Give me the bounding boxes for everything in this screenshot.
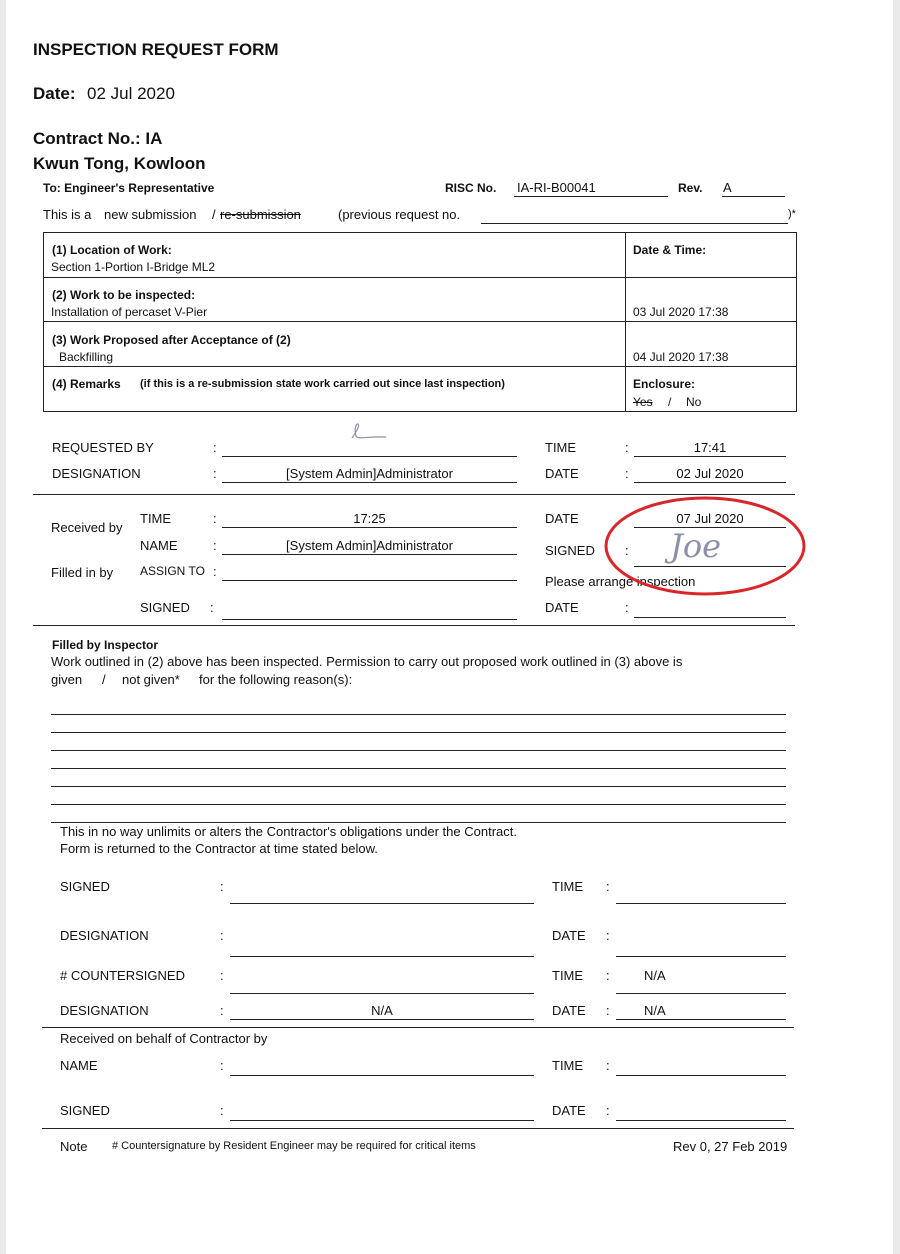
form-title: INSPECTION REQUEST FORM	[33, 40, 279, 59]
return-designation-colon: :	[220, 928, 224, 943]
received-by-label: Received by	[51, 520, 123, 535]
contractor-title: Received on behalf of Contractor by	[60, 1031, 268, 1046]
countersigned-time-label: TIME	[552, 968, 584, 983]
filled-signed-label: SIGNED	[140, 600, 190, 615]
designation-line	[222, 482, 517, 483]
reason-line-3	[51, 750, 786, 751]
reason-line-1	[51, 714, 786, 715]
filled-in-by-label: Filled in by	[51, 565, 114, 580]
previous-request-label: (previous request no.	[338, 207, 461, 222]
work-inspected-value: Installation of percaset V-Pier	[51, 305, 208, 319]
contractor-date-colon: :	[606, 1103, 610, 1118]
annotation-circle	[602, 492, 808, 600]
table-row-line-2	[43, 321, 797, 322]
countersigned-time-line	[616, 993, 786, 994]
received-name-colon: :	[213, 538, 217, 553]
date-value: 02 Jul 2020	[87, 84, 175, 103]
received-time-colon: :	[213, 511, 217, 526]
designation-label: DESIGNATION	[52, 466, 141, 481]
risc-number: IA-RI-B00041	[517, 180, 596, 195]
countersigned-colon: :	[220, 968, 224, 983]
work-inspected-datetime: 03 Jul 2020 17:38	[633, 305, 729, 319]
received-date-label: DATE	[545, 511, 579, 526]
section-divider-2	[33, 625, 795, 626]
inspector-given: given	[51, 672, 83, 687]
return-time-label: TIME	[552, 879, 584, 894]
date-time-header: Date & Time:	[633, 243, 707, 257]
work-proposed-value: Backfilling	[59, 350, 114, 364]
countersigned-date-value: N/A	[644, 1003, 666, 1018]
rev-value: A	[723, 180, 732, 195]
countersigned-time-value: N/A	[644, 968, 666, 983]
return-designation-line	[230, 956, 534, 957]
to-label: To: Engineer's Representative	[43, 181, 215, 195]
contractor-time-label: TIME	[552, 1058, 584, 1073]
return-date-line	[616, 956, 786, 957]
footer-divider	[42, 1128, 794, 1129]
received-time-label: TIME	[140, 511, 172, 526]
reason-line-2	[51, 732, 786, 733]
date-label: Date:	[33, 84, 76, 103]
return-date-colon: :	[606, 928, 610, 943]
requested-by-initial	[348, 422, 390, 444]
contract-location: Kwun Tong, Kowloon	[33, 154, 206, 173]
signature-text: Joe	[670, 527, 722, 565]
request-time-label: TIME	[545, 440, 577, 455]
return-signed-label: SIGNED	[60, 879, 110, 894]
submission-slash: /	[212, 207, 216, 222]
contractor-time-colon: :	[606, 1058, 610, 1073]
filled-date-colon: :	[625, 600, 629, 615]
countersigned-date-line	[616, 1019, 786, 1020]
table-divider	[625, 233, 626, 411]
contractor-name-colon: :	[220, 1058, 224, 1073]
return-signed-line	[230, 903, 534, 904]
risc-label: RISC No.	[445, 181, 497, 195]
request-date-colon: :	[625, 466, 629, 481]
received-time-line	[222, 527, 517, 528]
enclosure-label: Enclosure:	[633, 377, 696, 391]
contractor-name-label: NAME	[60, 1058, 98, 1073]
notice-line-1: This in no way unlimits or alters the Contractor's obligations under the Contract.	[60, 824, 517, 839]
enclosure-slash: /	[668, 395, 672, 409]
contractor-date-line	[616, 1120, 786, 1121]
inspector-line-1: Work outlined in (2) above has been inspected. Permission to carry out proposed work outlined in (3) above is	[51, 654, 683, 669]
return-designation-label: DESIGNATION	[60, 928, 149, 943]
return-time-line	[616, 903, 786, 904]
reason-line-5	[51, 786, 786, 787]
location-of-work-title: (1) Location of Work:	[52, 243, 172, 257]
return-designation2-value: N/A	[371, 1003, 393, 1018]
notice-line-2: Form is returned to the Contractor at time stated below.	[60, 841, 378, 856]
contract-number: Contract No.: IA	[33, 129, 163, 148]
return-designation2-colon: :	[220, 1003, 224, 1018]
footer-note-label: Note	[60, 1139, 88, 1154]
inspector-reasons-label: for the following reason(s):	[199, 672, 353, 687]
designation-value: [System Admin]Administrator	[286, 466, 453, 481]
reason-line-4	[51, 768, 786, 769]
contractor-name-line	[230, 1075, 534, 1076]
form-page	[6, 0, 893, 1254]
contractor-time-line	[616, 1075, 786, 1076]
section-divider-3	[42, 1027, 794, 1028]
filled-signed-colon: :	[210, 600, 214, 615]
return-designation2-label: DESIGNATION	[60, 1003, 149, 1018]
countersigned-line	[230, 993, 534, 994]
return-date-label: DATE	[552, 928, 586, 943]
footer-note-text: # Countersignature by Resident Engineer may be required for critical items	[112, 1140, 476, 1152]
filled-signed-line	[222, 619, 517, 620]
request-date-label: DATE	[545, 466, 579, 481]
re-submission: re-submission	[220, 207, 301, 222]
reason-line-6	[51, 804, 786, 805]
arrange-inspection-text: Please arrange inspection	[545, 574, 696, 589]
previous-request-close: )*	[788, 208, 796, 220]
countersigned-time-colon: :	[606, 968, 610, 983]
requested-by-label: REQUESTED BY	[52, 440, 154, 455]
requested-by-colon: :	[213, 440, 217, 455]
risc-underline	[514, 196, 668, 197]
work-proposed-datetime: 04 Jul 2020 17:38	[633, 350, 729, 364]
countersigned-date-label: DATE	[552, 1003, 586, 1018]
inspector-slash: /	[102, 672, 106, 687]
submission-prefix: This is a	[43, 207, 92, 222]
return-signed-colon: :	[220, 879, 224, 894]
assign-to-line	[222, 580, 517, 581]
inspector-not-given: not given*	[122, 672, 180, 687]
enclosure-no: No	[686, 395, 702, 409]
work-proposed-title: (3) Work Proposed after Acceptance of (2)	[52, 333, 291, 347]
enclosure-yes: Yes	[633, 395, 653, 409]
table-row-line-1	[43, 277, 797, 278]
designation-colon: :	[213, 466, 217, 481]
return-time-colon: :	[606, 879, 610, 894]
request-time-line	[634, 456, 786, 457]
countersigned-date-colon: :	[606, 1003, 610, 1018]
countersigned-label: # COUNTERSIGNED	[60, 968, 185, 983]
return-designation2-line	[230, 1019, 534, 1020]
footer-revision: Rev 0, 27 Feb 2019	[673, 1139, 788, 1154]
contractor-signed-line	[230, 1120, 534, 1121]
received-signed-label: SIGNED	[545, 543, 595, 558]
inspector-title: Filled by Inspector	[52, 638, 159, 652]
contractor-signed-colon: :	[220, 1103, 224, 1118]
requested-by-line	[222, 456, 517, 457]
location-of-work-value: Section 1-Portion I-Bridge ML2	[51, 260, 216, 274]
rev-underline	[722, 196, 785, 197]
filled-date-line	[634, 617, 786, 618]
filled-date-label: DATE	[545, 600, 579, 615]
received-name-value: [System Admin]Administrator	[286, 538, 453, 553]
received-name-line	[222, 554, 517, 555]
new-submission: new submission	[104, 207, 197, 222]
assign-to-label: ASSIGN TO	[140, 564, 205, 578]
request-time-colon: :	[625, 440, 629, 455]
received-time-value: 17:25	[353, 511, 386, 526]
remarks-title: (4) Remarks	[52, 377, 121, 391]
assign-to-colon: :	[213, 564, 217, 579]
request-date-line	[634, 482, 786, 483]
request-date-value: 02 Jul 2020	[676, 466, 744, 481]
contractor-signed-label: SIGNED	[60, 1103, 110, 1118]
previous-request-line	[481, 223, 788, 224]
reason-line-7	[51, 822, 786, 823]
table-row-line-3	[43, 366, 797, 367]
remarks-note: (if this is a re-submission state work carried out since last inspection)	[140, 378, 505, 390]
contractor-date-label: DATE	[552, 1103, 586, 1118]
received-signed-colon: :	[625, 543, 629, 558]
rev-label: Rev.	[678, 181, 703, 195]
request-time-value: 17:41	[693, 440, 727, 455]
received-name-label: NAME	[140, 538, 178, 553]
work-inspected-title: (2) Work to be inspected:	[52, 288, 196, 302]
received-date-value: 07 Jul 2020	[676, 511, 744, 526]
